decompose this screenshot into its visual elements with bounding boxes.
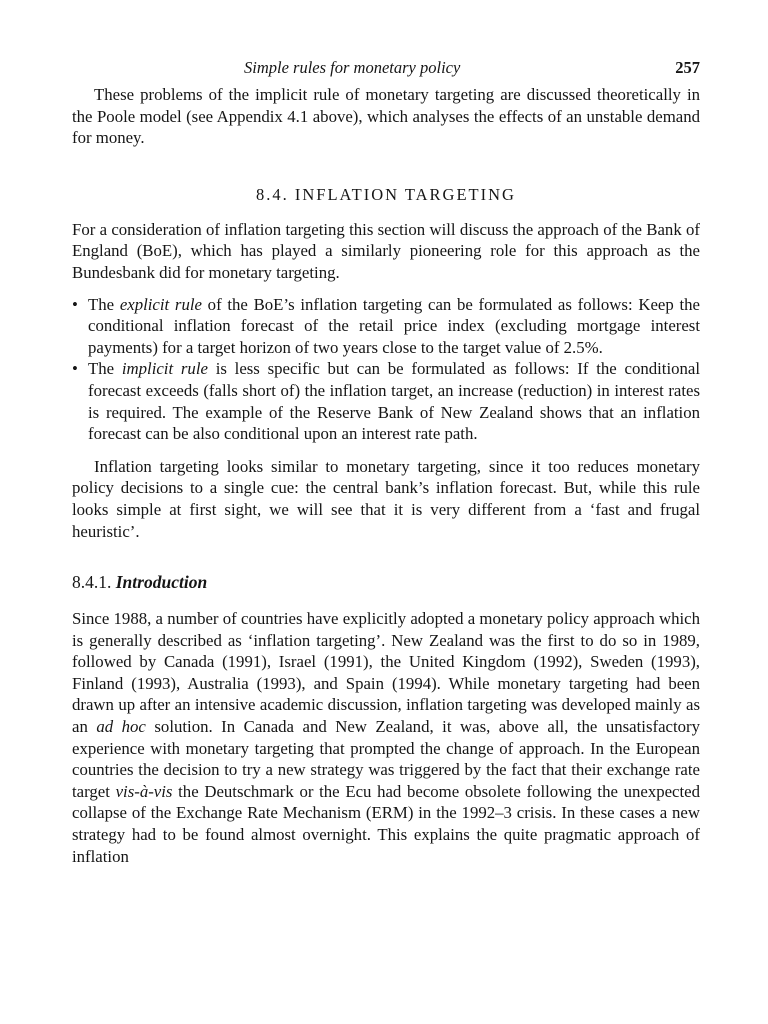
introduction-paragraph: [72, 608, 700, 867]
term-ad-hoc: ad hoc: [96, 717, 146, 737]
bullet-text: of the BoE’s inflation targeting can be formulated as follows: Keep the conditional inflation forecast of the retail price index (excluding mortgage interest payments) for a target horizon of two years close to the target value of 2.5%.: [88, 294, 700, 357]
subsection-title: Introduction: [115, 572, 208, 593]
section-heading: 8.4. INFLATION TARGETING: [256, 184, 516, 204]
subsection-number: 8.4.1.: [72, 572, 112, 593]
running-head: [72, 58, 700, 80]
bullet-text: is less specific but can be formulated as follows: If the conditional forecast exceeds (falls short of) the inflation target, an increase (reduction) in interest rates is required. The example of the Reserve Bank of New Zealand shows that an inflation forecast can be also conditional upon an interest rate path.: [88, 359, 700, 444]
bullet-lead: The: [88, 359, 122, 379]
bullet-term-explicit-rule: explicit rule: [119, 294, 202, 314]
introduction-text-part-3: the Deutschmark or the Ecu had become obsolete following the unexpected collapse of the Exchange Rate Mechanism (ERM) in the 1992–3 crisis. In these cases a new strategy had to be found almost overnight. This explains the quite pragmatic approach of inflation: [72, 781, 700, 866]
term-vis-a-vis: vis-à-vis: [115, 781, 173, 801]
page-number: 257: [675, 58, 700, 77]
opening-paragraph: These problems of the implicit rule of monetary targeting are discussed theoretically in the Poole model (see Appendix 4.1 above), which analyses the effects of an unstable demand for money.: [72, 85, 700, 148]
book-page: [72, 58, 700, 867]
bullet-icon: •: [72, 294, 78, 314]
bullet-explicit-rule: [72, 294, 700, 359]
running-head-title: Simple rules for monetary policy: [244, 58, 461, 77]
bullet-implicit-rule: [72, 358, 700, 444]
introduction-text-part-2: solution. In Canada and New Zealand, it was, above all, the unsatisfactory experience with monetary targeting that prompted the change of approach. In the European countries the decision to try a new strategy was triggered by the fact that their exchange rate target: [72, 717, 700, 801]
bullet-icon: •: [72, 359, 78, 379]
rule-bullet-list: [72, 294, 700, 445]
section-intro-paragraph: For a consideration of inflation targeting this section will discuss the approach of the Bank of England (BoE), which has played a similarly pioneering role for this approach as the Bundesbank did for monetary targeting.: [72, 219, 700, 282]
introduction-text-part-1: Since 1988, a number of countries have explicitly adopted a monetary policy approach which is generally described as ‘inflation targeting’. New Zealand was the first to do so in 1989, followed by Canada (1991), Israel (1991), the United Kingdom (1992), Sweden (1993), Finland (1993), Australia (1993), and Spain (1994). While monetary targeting had been drawn up after an intensive academic discussion, inflation targeting was developed mainly as an: [72, 609, 700, 737]
bullet-lead: The: [88, 294, 120, 314]
bullet-term-implicit-rule: implicit rule: [121, 359, 208, 379]
subsection-heading: [72, 572, 700, 593]
closing-paragraph: Inflation targeting looks similar to monetary targeting, since it too reduces monetary policy decisions to a single cue: the central bank’s inflation forecast. But, while this rule looks simple at first sight, we will see that it is very different from a ‘fast and frugal heuristic’.: [72, 456, 700, 541]
